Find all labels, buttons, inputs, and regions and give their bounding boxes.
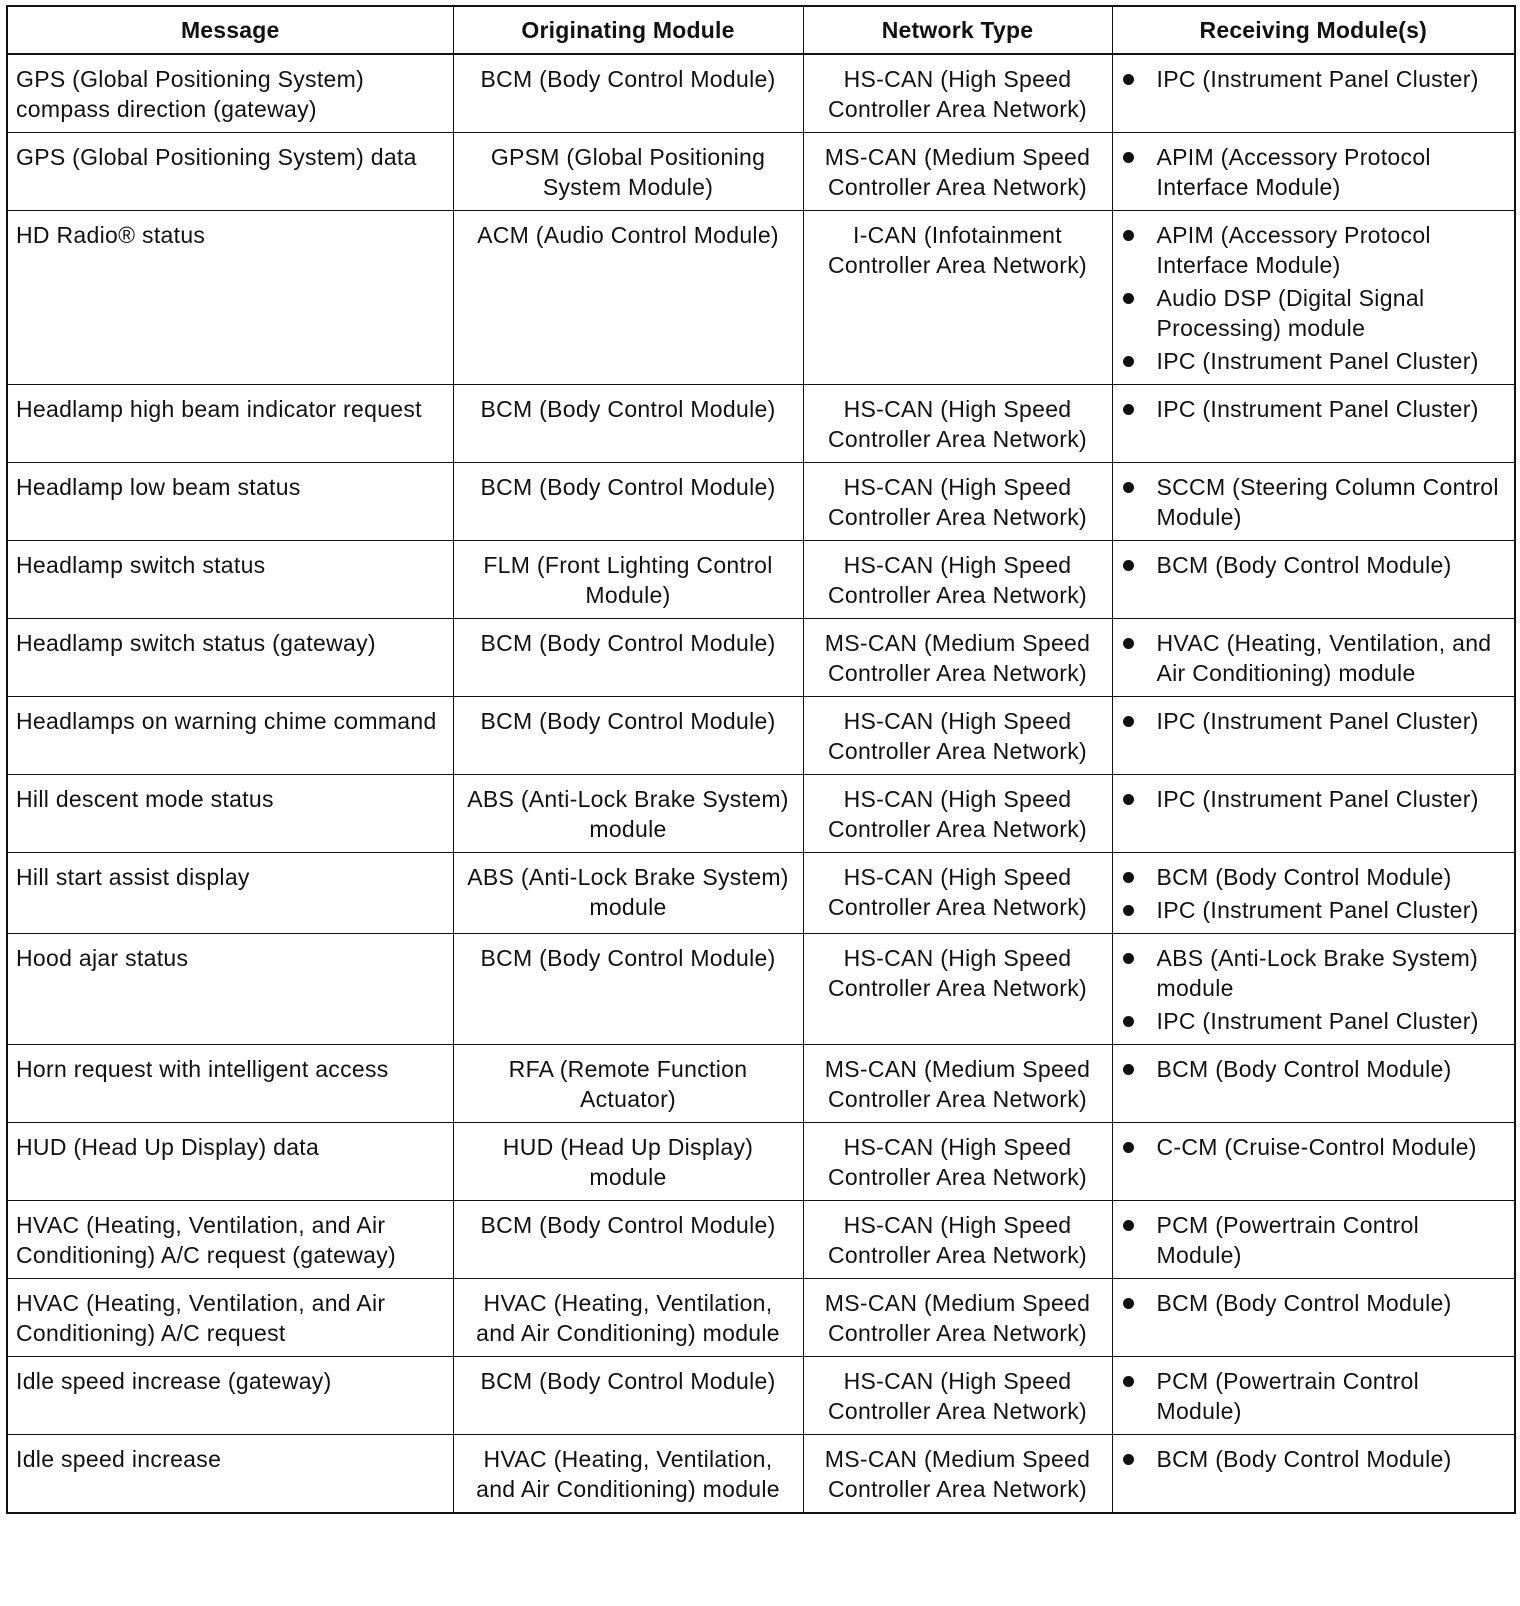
bullet-icon bbox=[1123, 356, 1134, 367]
bullet-icon bbox=[1123, 1298, 1134, 1309]
table-row bbox=[7, 853, 1515, 934]
originating-module-cell: ABS (Anti-Lock Brake System) module bbox=[453, 853, 803, 934]
list-item bbox=[1121, 1132, 1507, 1162]
receiving-module-label: APIM (Accessory Protocol Interface Module) bbox=[1156, 222, 1431, 278]
header-receiving-modules: Receiving Module(s) bbox=[1112, 6, 1515, 54]
receiving-module-label: HVAC (Heating, Ventilation, and Air Conditioning) module bbox=[1156, 630, 1492, 686]
bullet-icon bbox=[1123, 1142, 1134, 1153]
table-row bbox=[7, 1201, 1515, 1279]
receiving-module-label: IPC (Instrument Panel Cluster) bbox=[1156, 897, 1479, 923]
receiving-modules-cell bbox=[1112, 697, 1515, 775]
message-cell: HVAC (Heating, Ventilation, and Air Conditioning) A/C request (gateway) bbox=[7, 1201, 453, 1279]
message-cell: Horn request with intelligent access bbox=[7, 1045, 453, 1123]
list-item bbox=[1121, 1366, 1507, 1426]
list-item bbox=[1121, 64, 1507, 94]
network-type-cell: HS-CAN (High Speed Controller Area Network) bbox=[803, 934, 1112, 1045]
bullet-icon bbox=[1123, 404, 1134, 415]
list-item bbox=[1121, 283, 1507, 343]
message-cell: GPS (Global Positioning System) compass direction (gateway) bbox=[7, 54, 453, 133]
bullet-icon bbox=[1123, 872, 1134, 883]
receiving-modules-list bbox=[1121, 1444, 1507, 1474]
receiving-modules-cell bbox=[1112, 619, 1515, 697]
message-cell: Headlamp high beam indicator request bbox=[7, 385, 453, 463]
receiving-module-label: IPC (Instrument Panel Cluster) bbox=[1156, 708, 1479, 734]
originating-module-cell: BCM (Body Control Module) bbox=[453, 1357, 803, 1435]
table-row bbox=[7, 1279, 1515, 1357]
list-item bbox=[1121, 550, 1507, 580]
table-header bbox=[7, 6, 1515, 54]
bullet-icon bbox=[1123, 152, 1134, 163]
network-type-cell: MS-CAN (Medium Speed Controller Area Network) bbox=[803, 1435, 1112, 1514]
receiving-modules-cell bbox=[1112, 1045, 1515, 1123]
receiving-modules-cell bbox=[1112, 1279, 1515, 1357]
bullet-icon bbox=[1123, 560, 1134, 571]
bullet-icon bbox=[1123, 716, 1134, 727]
list-item bbox=[1121, 628, 1507, 688]
receiving-module-label: BCM (Body Control Module) bbox=[1156, 552, 1452, 578]
receiving-module-label: C-CM (Cruise-Control Module) bbox=[1156, 1134, 1477, 1160]
receiving-module-label: BCM (Body Control Module) bbox=[1156, 1056, 1452, 1082]
bullet-icon bbox=[1123, 794, 1134, 805]
receiving-modules-cell bbox=[1112, 541, 1515, 619]
receiving-modules-list bbox=[1121, 550, 1507, 580]
list-item bbox=[1121, 142, 1507, 202]
originating-module-cell: BCM (Body Control Module) bbox=[453, 54, 803, 133]
originating-module-cell: HVAC (Heating, Ventilation, and Air Conditioning) module bbox=[453, 1279, 803, 1357]
message-cell: HUD (Head Up Display) data bbox=[7, 1123, 453, 1201]
receiving-modules-cell bbox=[1112, 211, 1515, 385]
originating-module-cell: HUD (Head Up Display) module bbox=[453, 1123, 803, 1201]
message-cell: Headlamp switch status bbox=[7, 541, 453, 619]
list-item bbox=[1121, 220, 1507, 280]
bullet-icon bbox=[1123, 953, 1134, 964]
receiving-modules-list bbox=[1121, 1288, 1507, 1318]
originating-module-cell: BCM (Body Control Module) bbox=[453, 697, 803, 775]
bullet-icon bbox=[1123, 293, 1134, 304]
table-row bbox=[7, 619, 1515, 697]
table-row bbox=[7, 775, 1515, 853]
message-cell: HVAC (Heating, Ventilation, and Air Conditioning) A/C request bbox=[7, 1279, 453, 1357]
receiving-modules-list bbox=[1121, 628, 1507, 688]
originating-module-cell: BCM (Body Control Module) bbox=[453, 1201, 803, 1279]
network-type-cell: HS-CAN (High Speed Controller Area Network) bbox=[803, 1357, 1112, 1435]
network-type-cell: I-CAN (Infotainment Controller Area Network) bbox=[803, 211, 1112, 385]
header-originating-module: Originating Module bbox=[453, 6, 803, 54]
list-item bbox=[1121, 862, 1507, 892]
receiving-modules-list bbox=[1121, 706, 1507, 736]
network-type-cell: MS-CAN (Medium Speed Controller Area Network) bbox=[803, 1279, 1112, 1357]
table-row bbox=[7, 211, 1515, 385]
receiving-module-label: IPC (Instrument Panel Cluster) bbox=[1156, 66, 1479, 92]
message-cell: Headlamp low beam status bbox=[7, 463, 453, 541]
receiving-modules-list bbox=[1121, 1132, 1507, 1162]
table-row bbox=[7, 541, 1515, 619]
originating-module-cell: FLM (Front Lighting Control Module) bbox=[453, 541, 803, 619]
receiving-modules-list bbox=[1121, 1210, 1507, 1270]
table-row bbox=[7, 1123, 1515, 1201]
receiving-modules-cell bbox=[1112, 934, 1515, 1045]
message-cell: Hood ajar status bbox=[7, 934, 453, 1045]
receiving-modules-cell bbox=[1112, 463, 1515, 541]
network-type-cell: HS-CAN (High Speed Controller Area Network) bbox=[803, 463, 1112, 541]
list-item bbox=[1121, 895, 1507, 925]
receiving-modules-list bbox=[1121, 142, 1507, 202]
originating-module-cell: BCM (Body Control Module) bbox=[453, 934, 803, 1045]
list-item bbox=[1121, 1210, 1507, 1270]
header-message: Message bbox=[7, 6, 453, 54]
receiving-modules-list bbox=[1121, 1054, 1507, 1084]
receiving-module-label: IPC (Instrument Panel Cluster) bbox=[1156, 348, 1479, 374]
table-row bbox=[7, 54, 1515, 133]
receiving-modules-cell bbox=[1112, 385, 1515, 463]
receiving-modules-list bbox=[1121, 784, 1507, 814]
network-message-table bbox=[6, 5, 1516, 1514]
receiving-modules-list bbox=[1121, 943, 1507, 1036]
network-type-cell: HS-CAN (High Speed Controller Area Network) bbox=[803, 54, 1112, 133]
receiving-module-label: IPC (Instrument Panel Cluster) bbox=[1156, 396, 1479, 422]
list-item bbox=[1121, 1288, 1507, 1318]
receiving-modules-cell bbox=[1112, 133, 1515, 211]
list-item bbox=[1121, 784, 1507, 814]
originating-module-cell: ABS (Anti-Lock Brake System) module bbox=[453, 775, 803, 853]
message-cell: HD Radio® status bbox=[7, 211, 453, 385]
table-row bbox=[7, 934, 1515, 1045]
receiving-modules-list bbox=[1121, 862, 1507, 925]
list-item bbox=[1121, 346, 1507, 376]
originating-module-cell: BCM (Body Control Module) bbox=[453, 385, 803, 463]
receiving-modules-cell bbox=[1112, 1201, 1515, 1279]
receiving-modules-cell bbox=[1112, 1357, 1515, 1435]
originating-module-cell: ACM (Audio Control Module) bbox=[453, 211, 803, 385]
bullet-icon bbox=[1123, 1016, 1134, 1027]
originating-module-cell: HVAC (Heating, Ventilation, and Air Conditioning) module bbox=[453, 1435, 803, 1514]
bullet-icon bbox=[1123, 1454, 1134, 1465]
originating-module-cell: GPSM (Global Positioning System Module) bbox=[453, 133, 803, 211]
list-item bbox=[1121, 1444, 1507, 1474]
table-row bbox=[7, 697, 1515, 775]
network-type-cell: MS-CAN (Medium Speed Controller Area Network) bbox=[803, 133, 1112, 211]
header-network-type: Network Type bbox=[803, 6, 1112, 54]
receiving-modules-cell bbox=[1112, 1123, 1515, 1201]
receiving-module-label: Audio DSP (Digital Signal Processing) module bbox=[1156, 285, 1425, 341]
receiving-module-label: APIM (Accessory Protocol Interface Module) bbox=[1156, 144, 1431, 200]
network-type-cell: HS-CAN (High Speed Controller Area Network) bbox=[803, 697, 1112, 775]
originating-module-cell: BCM (Body Control Module) bbox=[453, 619, 803, 697]
message-cell: Idle speed increase (gateway) bbox=[7, 1357, 453, 1435]
receiving-module-label: IPC (Instrument Panel Cluster) bbox=[1156, 1008, 1479, 1034]
receiving-modules-list bbox=[1121, 220, 1507, 376]
network-type-cell: MS-CAN (Medium Speed Controller Area Network) bbox=[803, 1045, 1112, 1123]
table-row bbox=[7, 463, 1515, 541]
receiving-module-label: PCM (Powertrain Control Module) bbox=[1156, 1368, 1420, 1424]
table-row bbox=[7, 1435, 1515, 1514]
receiving-modules-list bbox=[1121, 472, 1507, 532]
bullet-icon bbox=[1123, 1064, 1134, 1075]
list-item bbox=[1121, 1006, 1507, 1036]
receiving-module-label: SCCM (Steering Column Control Module) bbox=[1156, 474, 1499, 530]
network-type-cell: MS-CAN (Medium Speed Controller Area Network) bbox=[803, 619, 1112, 697]
table-body bbox=[7, 54, 1515, 1513]
receiving-modules-cell bbox=[1112, 853, 1515, 934]
message-cell: Headlamp switch status (gateway) bbox=[7, 619, 453, 697]
receiving-module-label: PCM (Powertrain Control Module) bbox=[1156, 1212, 1420, 1268]
list-item bbox=[1121, 943, 1507, 1003]
message-cell: Idle speed increase bbox=[7, 1435, 453, 1514]
header-row bbox=[7, 6, 1515, 54]
bullet-icon bbox=[1123, 905, 1134, 916]
list-item bbox=[1121, 472, 1507, 532]
list-item bbox=[1121, 706, 1507, 736]
network-type-cell: HS-CAN (High Speed Controller Area Network) bbox=[803, 541, 1112, 619]
network-type-cell: HS-CAN (High Speed Controller Area Network) bbox=[803, 775, 1112, 853]
bullet-icon bbox=[1123, 638, 1134, 649]
table-row bbox=[7, 1357, 1515, 1435]
message-cell: Headlamps on warning chime command bbox=[7, 697, 453, 775]
receiving-module-label: BCM (Body Control Module) bbox=[1156, 1290, 1452, 1316]
message-cell: Hill descent mode status bbox=[7, 775, 453, 853]
network-type-cell: HS-CAN (High Speed Controller Area Network) bbox=[803, 385, 1112, 463]
originating-module-cell: RFA (Remote Function Actuator) bbox=[453, 1045, 803, 1123]
originating-module-cell: BCM (Body Control Module) bbox=[453, 463, 803, 541]
list-item bbox=[1121, 1054, 1507, 1084]
bullet-icon bbox=[1123, 482, 1134, 493]
bullet-icon bbox=[1123, 1376, 1134, 1387]
receiving-modules-list bbox=[1121, 1366, 1507, 1426]
receiving-modules-cell bbox=[1112, 775, 1515, 853]
receiving-modules-cell bbox=[1112, 1435, 1515, 1514]
bullet-icon bbox=[1123, 230, 1134, 241]
receiving-modules-list bbox=[1121, 394, 1507, 424]
receiving-module-label: ABS (Anti-Lock Brake System) module bbox=[1156, 945, 1479, 1001]
network-type-cell: HS-CAN (High Speed Controller Area Network) bbox=[803, 1201, 1112, 1279]
message-cell: GPS (Global Positioning System) data bbox=[7, 133, 453, 211]
receiving-modules-list bbox=[1121, 64, 1507, 94]
receiving-module-label: IPC (Instrument Panel Cluster) bbox=[1156, 786, 1479, 812]
receiving-modules-cell bbox=[1112, 54, 1515, 133]
table-row bbox=[7, 133, 1515, 211]
table-row bbox=[7, 385, 1515, 463]
receiving-module-label: BCM (Body Control Module) bbox=[1156, 864, 1452, 890]
network-type-cell: HS-CAN (High Speed Controller Area Network) bbox=[803, 853, 1112, 934]
receiving-module-label: BCM (Body Control Module) bbox=[1156, 1446, 1452, 1472]
list-item bbox=[1121, 394, 1507, 424]
network-type-cell: HS-CAN (High Speed Controller Area Network) bbox=[803, 1123, 1112, 1201]
bullet-icon bbox=[1123, 1220, 1134, 1231]
message-cell: Hill start assist display bbox=[7, 853, 453, 934]
table-row bbox=[7, 1045, 1515, 1123]
bullet-icon bbox=[1123, 74, 1134, 85]
